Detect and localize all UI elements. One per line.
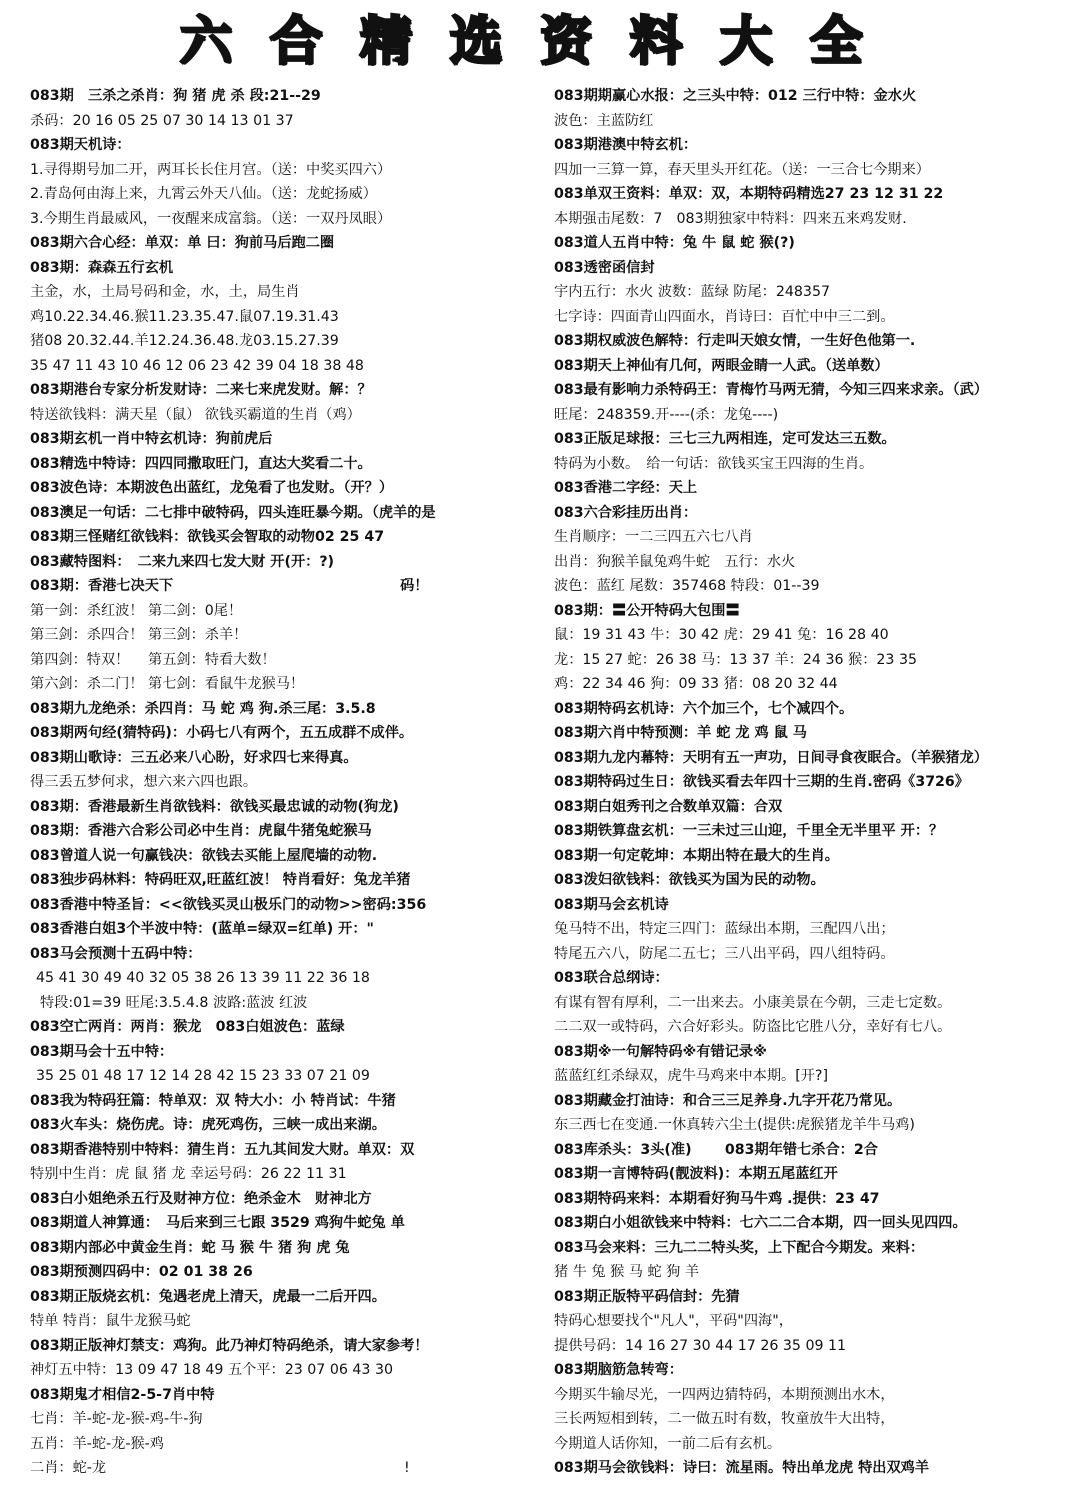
section-heading: 083期铁算盘玄机：一三未过三山迎，千里全无半里平 开：？: [554, 823, 944, 839]
section-heading: 083精选中特诗：四四同撒取旺门，直达大奖看二十。: [30, 455, 372, 472]
section-heading: 083期马会欲钱料：诗曰：流星雨。特出单龙虎 特出双鸡羊: [554, 1460, 930, 1476]
text-line: 特单 特肖：鼠牛龙猴马蛇: [30, 1313, 191, 1329]
text-line: 35 25 01 48 17 12 14 28 42 15 23 33 07 21 09: [36, 1068, 370, 1084]
text-line: 波色：主蓝防红: [554, 112, 654, 129]
text-line: 三长两短相到转，二一做五时有数，牧童放牛大出特，: [554, 1411, 895, 1427]
section-heading: 083我为特码狂篇：特单双：双 特大小：小 特肖试：牛猪: [30, 1092, 396, 1109]
text-line: 第六剑：杀二门！ 第七剑：看鼠牛龙猴马！: [30, 676, 305, 692]
section-heading: 083期：香港六合彩公司必中生肖：虎鼠牛猪兔蛇猴马: [30, 823, 372, 839]
section-heading: 083期：森森五行玄机: [30, 259, 174, 276]
section-heading: 083单双王资料：单双：双，本期特码精选27 23 12 31 22: [554, 186, 944, 202]
section-heading: 083波色诗：本期波色出蓝红，龙兔看了也发财。（开？）: [30, 480, 394, 496]
left-column: [30, 84, 550, 1484]
section-heading: 083期预测四码中：02 01 38 26: [30, 1264, 253, 1280]
text-line: 提供号码：14 16 27 30 44 17 26 35 09 11: [554, 1337, 847, 1354]
section-heading: 083透密函信封: [554, 259, 655, 276]
section-heading: 083期两句经(猜特码)：小码七八有两个，五五成群不成伴。: [30, 725, 414, 741]
text-line: 龙：15 27 蛇：26 38 马：13 37 羊：24 36 猴：23 35: [554, 651, 917, 668]
section-heading: 083期内部必中黄金生肖：蛇 马 猴 牛 猪 狗 虎 兔: [30, 1239, 350, 1256]
section-heading: 083最有影响力杀特码王：青梅竹马两无猜，今知三四来求亲。（武）: [554, 382, 988, 398]
section-heading: 083火车头：烧伤虎。诗：虎死鸡伤，三峡一成出来湖。: [30, 1117, 386, 1133]
section-heading: 083期港澳中特玄机：: [554, 137, 698, 153]
section-heading: 083期一句定乾坤：本期出特在最大的生肖。: [554, 847, 839, 864]
section-heading: 083藏特图料： 二来九来四七发大财 开(开：?): [30, 553, 335, 570]
section-heading: 083泼妇欲钱料：欲钱买为国为民的动物。: [554, 872, 825, 888]
section-heading: 083期道人神算通： 马后来到三七跟 3529 鸡狗牛蛇兔 单: [30, 1215, 405, 1231]
text-line: 兔马特不出，特定三四门：蓝绿出本期，三配四八出；: [554, 921, 895, 937]
right-column: [554, 84, 1078, 1484]
text-line: 特段:01=39 旺尾:3.5.4.8 波路:蓝波 红波: [40, 994, 308, 1011]
section-heading: 083期白小姐欲钱来中特料：七六二二合本期，四一回头见四四。: [554, 1215, 967, 1231]
section-heading: 083期特码玄机诗：六个加三个，七个减四个。: [554, 700, 854, 717]
section-heading: 083正版足球报：三七三九两相连，定可发达三五数。: [554, 431, 896, 447]
text-line: 杀码：20 16 05 25 07 30 14 13 01 37: [30, 112, 294, 129]
text-line: 特别中生肖：虎 鼠 猪 龙 幸运号码：26 22 11 31: [30, 1166, 347, 1182]
section-heading: 083香港白姐3个半波中特：(蓝单=绿双=红单) 开：": [30, 921, 374, 937]
section-heading: 083期六合心经：单双：单 曰：狗前马后跑二圈: [30, 235, 335, 251]
section-heading: 083期※一句解特码※有错记录※: [554, 1043, 767, 1060]
section-heading: 083期正版烧玄机：兔遇老虎上清天，虎最一二后开四。: [30, 1288, 386, 1305]
text-line: 四加一三算一算，春天里头开红花。（送：一三合七今期来）: [554, 161, 930, 178]
text-line: 猪08 20.32.44.羊12.24.36.48.龙03.15.27.39: [30, 333, 339, 349]
text-line: 二二双一或特码，六合好彩头。防盗比它胜八分，幸好有七八。: [554, 1019, 952, 1035]
text-line: 特送欲钱料：满天星（鼠） 欲钱买霸道的生肖（鸡）: [30, 406, 361, 423]
section-heading: 083期六肖中特预测：羊 蛇 龙 鸡 鼠 马: [554, 725, 807, 741]
text-line: 波色：蓝红 尾数：357468 特段：01--39: [554, 578, 820, 594]
text-line: 神灯五中特：13 09 47 18 49 五个平：23 07 06 43 30: [30, 1362, 393, 1378]
text-line: 出肖：狗猴羊鼠兔鸡牛蛇 五行：水火: [554, 553, 796, 570]
text-line: 七字诗：四面青山四面水，肖诗曰：百忙中中三二到。: [554, 308, 895, 325]
text-line: 45 41 30 49 40 32 05 38 26 13 39 11 22 36 18: [36, 970, 370, 986]
text-line: 生肖顺序：一二三四五六七八肖: [554, 529, 753, 545]
section-heading: 083期白姐秀刊之合数单双篇：合双: [554, 798, 783, 815]
page-title: 六合精选资料大全: [179, 12, 900, 72]
text-line: 有谋有智有厚利，二一出来去。小康美景在今朝，三走七定数。: [554, 994, 952, 1011]
text-line: 二肖：蛇-龙 !: [30, 1460, 410, 1476]
text-line: 今期道人话你知，一前二后有玄机。: [554, 1435, 782, 1452]
section-heading: 083期特码来料：本期看好狗马牛鸡 .提供：23 47: [554, 1190, 880, 1207]
section-heading: 083期：香港最新生肖欲钱料：欲钱买最忠诚的动物(狗龙): [30, 798, 399, 815]
text-line: 本期强击尾数：7 083期独家中特料：四来五来鸡发财.: [554, 210, 907, 227]
section-heading: 083曾道人说一句赢钱决：欲钱去买能上屋爬墙的动物.: [30, 847, 378, 864]
section-heading: 083道人五肖中特：兔 牛 鼠 蛇 猴(?): [554, 235, 795, 251]
section-heading: 083马会来料：三九二二特头奖，上下配合今期发。来料：: [554, 1239, 925, 1256]
text-line: 35 47 11 43 10 46 12 06 23 42 39 04 18 38 48: [30, 357, 364, 374]
section-heading: 083期权威波色解特：行走叫天娘女情，一生好色他第一.: [554, 333, 916, 349]
text-line: 特码为小数。 给一句话：欲钱买宝王四海的生肖。: [554, 455, 874, 472]
text-line: 五肖：羊-蛇-龙-猴-鸡: [30, 1435, 164, 1452]
text-line: 鼠：19 31 43 牛：30 42 虎：29 41 兔：16 28 40: [554, 627, 889, 643]
section-heading: 083期脑筋急转弯：: [554, 1362, 683, 1378]
section-heading: 083期马会十五中特：: [30, 1043, 174, 1060]
text-line: 旺尾：248359.开----(杀：龙兔----): [554, 406, 779, 423]
section-heading: 083期山歌诗：三五必来八心盼，好求四七来得真。: [30, 749, 358, 766]
section-heading: 083期港台专家分析发财诗：二来七来虎发财。解：？: [30, 382, 372, 398]
section-heading: 083香港中特圣旨：<<欲钱买灵山极乐门的动物>>密码:356: [30, 896, 427, 913]
text-line: 特尾五六八，防尾二五七；三八出平码，四八组特码。: [554, 945, 895, 962]
text-line: 蓝蓝红红杀绿双，虎牛马鸡来中本期。[开?]: [554, 1068, 828, 1084]
section-heading: 083库杀头：3头(准) 083期年错七杀合：2合: [554, 1141, 878, 1158]
section-heading: 083期九龙内幕特：天明有五一声功，日间寻食夜眠合。（羊猴猪龙）: [554, 749, 988, 766]
text-line: 特码心想要找个"凡人"，平码"四海"，: [554, 1313, 793, 1329]
section-heading: 083白小姐绝杀五行及财神方位：绝杀金木 财神北方: [30, 1190, 372, 1207]
section-heading: 083香港二字经：天上: [554, 480, 698, 496]
section-heading: 083期：〓公开特码大包围〓: [554, 602, 740, 619]
section-heading: 083期藏金打油诗：和合三三足养身.九字开花乃常见。: [554, 1092, 902, 1109]
section-heading: 083期一言博特码(靓波料)：本期五尾蓝红开: [554, 1166, 838, 1182]
text-line: 今期买牛输尽光，一四两边猜特码，本期预测出水木，: [554, 1386, 895, 1403]
text-line: 得三丢五梦何求，想六来六四也跟。: [30, 774, 258, 790]
section-heading: 083期 三杀之杀肖：狗 猪 虎 杀 段:21--29: [30, 88, 321, 104]
section-heading: 083期香港特别中特料：猜生肖：五九其间发大财。单双：双: [30, 1141, 415, 1158]
section-heading: 083期三怪赌红欲钱料：欲钱买会智取的动物02 25 47: [30, 529, 385, 545]
text-line: 七肖：羊-蛇-龙-猴-鸡-牛-狗: [30, 1411, 203, 1427]
text-line: 宇内五行：水火 波数：蓝绿 防尾：248357: [554, 284, 830, 300]
text-line: 3.今期生肖最威风，一夜醒来成富翁。（送：一双丹凤眼）: [30, 210, 392, 227]
section-heading: 083期正版特平码信封：先猜: [554, 1288, 740, 1305]
text-line: 第三剑：杀四合！ 第三剑：杀羊！: [30, 627, 248, 643]
text-line: 鸡：22 34 46 狗：09 33 猪：08 20 32 44: [554, 676, 838, 692]
text-line: 猪 牛 兔 猴 马 蛇 狗 羊: [554, 1264, 700, 1280]
section-heading: 083联合总纲诗：: [554, 970, 669, 986]
section-heading: 083期马会玄机诗: [554, 896, 669, 913]
section-heading: 083期特码过生日：欲钱买看去年四十三期的生肖.密码《3726》: [554, 774, 969, 790]
text-line: 1.寻得期号加二开，两耳长长住月宫。（送：中奖买四六）: [30, 161, 392, 178]
section-heading: 083期九龙绝杀：杀四肖：马 蛇 鸡 狗.杀三尾：3.5.8: [30, 700, 376, 717]
section-heading: 083澳足一句话：二七排中破特码，四头连旺暴今期。（虎羊的是: [30, 504, 436, 521]
section-heading: 083期正版神灯禁支：鸡狗。此乃神灯特码绝杀，请大家参考！: [30, 1337, 429, 1354]
section-heading: 083期：香港七决天下 码！: [30, 578, 429, 594]
section-heading: 083期天机诗：: [30, 137, 131, 153]
text-line: 东三西七在变通.一休真转六尘土(提供:虎猴猪龙羊牛马鸡): [554, 1117, 915, 1133]
section-heading: 083期天上神仙有几何，两眼金睛一人武。（送单数）: [554, 357, 889, 374]
section-heading: 083独步码林料：特码旺双,旺蓝红波！ 特肖看好：兔龙羊猪: [30, 872, 411, 888]
text-line: 主金，水，土局号码和金，水，土，局生肖: [30, 284, 300, 300]
text-line: 第一剑：杀红波！ 第二剑：0尾！: [30, 602, 243, 619]
text-line: 鸡10.22.34.46.猴11.23.35.47.鼠07.19.31.43: [30, 308, 339, 325]
section-heading: 083期鬼才相信2-5-7肖中特: [30, 1386, 215, 1403]
section-heading: 083马会预测十五码中特：: [30, 945, 202, 962]
section-heading: 083空亡两肖：两肖：猴龙 083白姐波色：蓝绿: [30, 1019, 345, 1035]
text-line: 2.青岛何由海上来，九霄云外天八仙。（送：龙蛇扬威）: [30, 186, 377, 202]
text-line: 第四剑：特双！ 第五剑：特看大数！: [30, 651, 276, 668]
section-heading: 083六合彩挂历出肖：: [554, 504, 698, 521]
section-heading: 083期期赢心水报：之三头中特：012 三行中特：金水火: [554, 88, 917, 104]
section-heading: 083期玄机一肖中特玄机诗：狗前虎后: [30, 431, 273, 447]
